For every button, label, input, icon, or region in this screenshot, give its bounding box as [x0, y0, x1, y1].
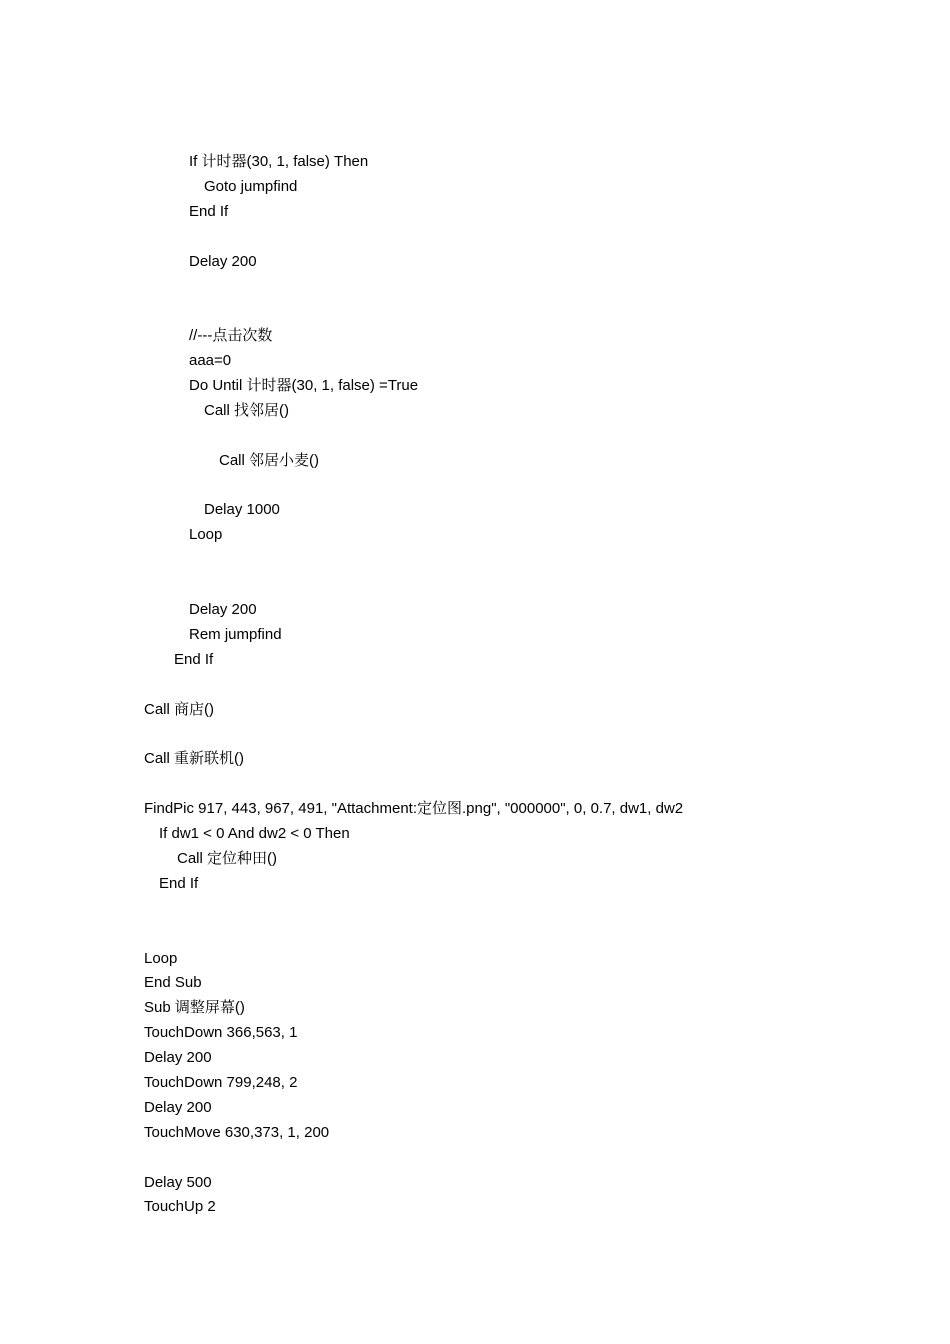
- code-line-end-if: End If: [174, 650, 214, 668]
- code-line-blank: [0, 573, 950, 598]
- code-line-blank: [0, 424, 950, 449]
- code-line-blank: [0, 922, 950, 947]
- code-line-touchmove: TouchMove 630,373, 1, 200: [144, 1123, 330, 1141]
- code-line-call-reconnect: Call 重新联机(): [144, 750, 244, 768]
- code-line-blank: [0, 1146, 950, 1171]
- code-line-call-neighbor-wheat: Call 邻居小麦(): [219, 451, 319, 469]
- code-line-delay: Delay 200: [144, 1098, 212, 1116]
- code-line-call-find-neighbor: Call 找邻居(): [204, 401, 289, 419]
- code-line-touchdown: TouchDown 366,563, 1: [144, 1024, 298, 1042]
- code-line-call-locate-farm: Call 定位种田(): [177, 849, 277, 867]
- code-line-blank: [0, 897, 950, 922]
- code-line-blank: [0, 548, 950, 573]
- code-line-delay: Delay 1000: [204, 501, 280, 519]
- code-line-findpic: FindPic 917, 443, 967, 491, "Attachment:定位图.png", "000000", 0, 0.7, dw1, dw2: [144, 800, 684, 818]
- code-line-if-timer: If 计时器(30, 1, false) Then: [189, 153, 369, 170]
- code-line-blank: [0, 772, 950, 797]
- code-line-blank: [0, 474, 950, 499]
- script-code-block: [0, 150, 950, 1220]
- code-line-delay: Delay 200: [189, 601, 257, 619]
- code-line-comment: //---点击次数: [189, 327, 273, 345]
- code-line-delay: Delay 500: [144, 1173, 212, 1191]
- code-line-touchdown: TouchDown 799,248, 2: [144, 1073, 298, 1091]
- code-line-assign: aaa=0: [189, 352, 232, 370]
- code-line-sub-adjust-screen: Sub 调整屏幕(): [144, 999, 245, 1017]
- code-line-delay: Delay 200: [144, 1049, 212, 1067]
- code-line-call-shop: Call 商店(): [144, 700, 214, 718]
- code-line-do-until: Do Until 计时器(30, 1, false) =True: [189, 377, 419, 395]
- code-line-end-sub: End Sub: [144, 974, 202, 992]
- code-line-goto-jumpfind: Goto jumpfind: [204, 177, 298, 195]
- code-line-loop: Loop: [189, 526, 223, 544]
- code-line-blank: [0, 673, 950, 698]
- code-line-loop: Loop: [144, 949, 178, 967]
- code-line-end-if: End If: [159, 874, 199, 892]
- code-line-blank: [0, 722, 950, 747]
- code-line-touchup: TouchUp 2: [144, 1198, 216, 1216]
- code-line-blank: [0, 274, 950, 299]
- code-line-blank: [0, 299, 950, 324]
- code-line-rem: Rem jumpfind: [189, 625, 282, 643]
- code-line-if-dw: If dw1 < 0 And dw2 < 0 Then: [159, 825, 350, 843]
- code-line-end-if: End If: [189, 202, 229, 220]
- code-line-delay: Delay 200: [189, 252, 257, 270]
- code-line-blank: [0, 225, 950, 250]
